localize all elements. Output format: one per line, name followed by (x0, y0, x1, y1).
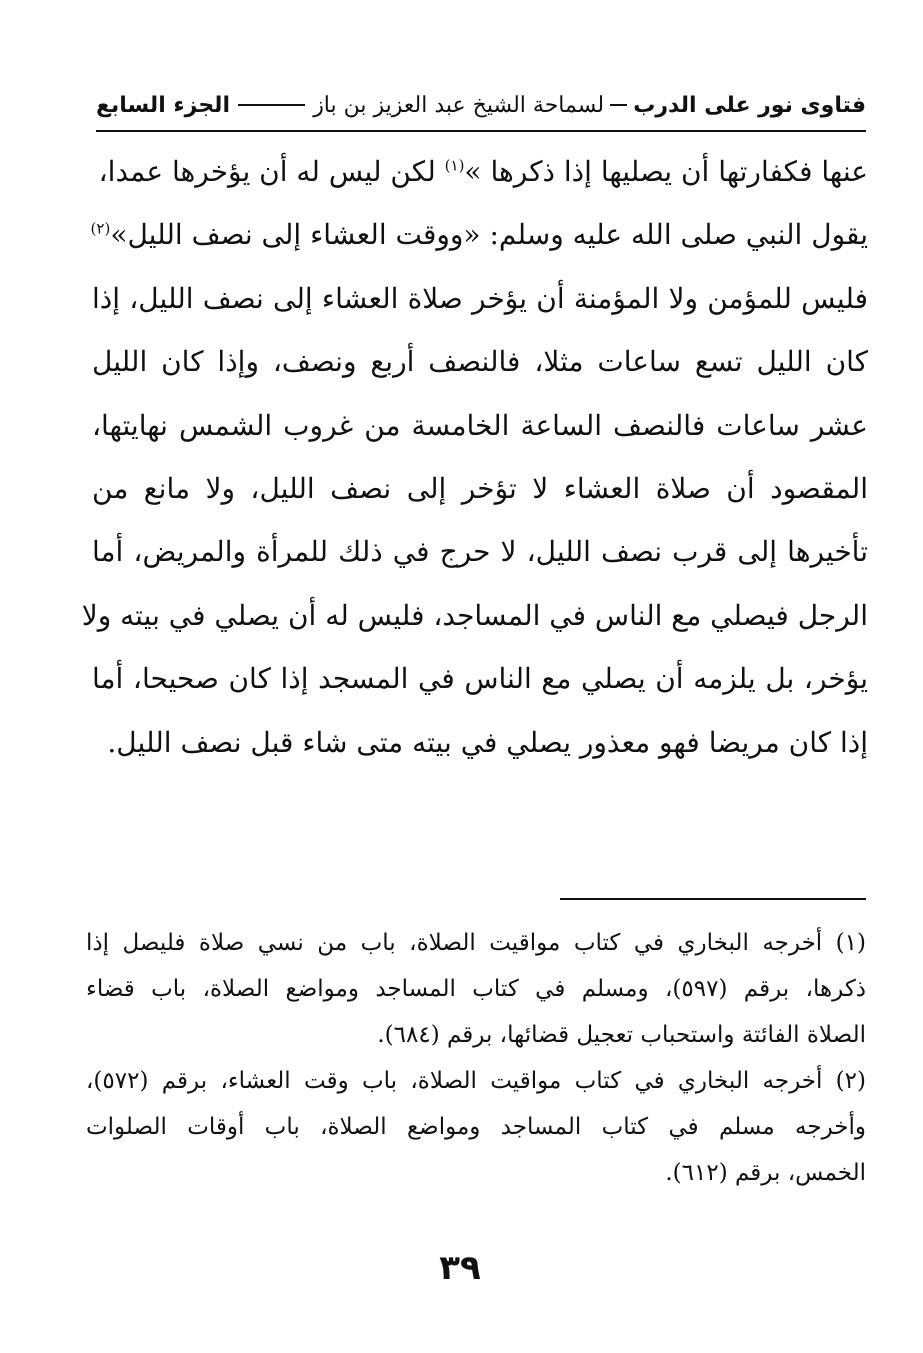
text-line-3: فليس للمؤمن ولا المؤمنة أن يؤخر صلاة العشاء إلى نصف الليل، إذا (92, 281, 868, 315)
text-line-1-tail: لكن ليس له أن يؤخرها عمدا، (98, 155, 436, 188)
text-line-1-main: عنها فكفارتها أن يصليها إذا ذكرها » (464, 155, 868, 188)
header-long-dash (238, 104, 305, 106)
header-rule (96, 130, 866, 132)
page-number: ٣٩ (439, 1248, 481, 1288)
text-line-9: يؤخر، بل يلزمه أن يصلي مع الناس في المسجد إذا كان صحيحا، أما (92, 662, 868, 696)
text-line-2-main: يقول النبي صلى الله عليه وسلم: «ووقت العشاء إلى نصف الليل» (110, 218, 868, 252)
main-text (81, 140, 868, 774)
text-line-6: المقصود أن صلاة العشاء لا تؤخر إلى نصف الليل، ولا مانع من (92, 471, 868, 505)
author-name: لسماحة الشيخ عبد العزيز بن باز (313, 92, 605, 118)
text-line-10: إذا كان مريضا فهو معذور يصلي في بيته متى شاء قبل نصف الليل. (107, 725, 868, 759)
footnote-2-line-2: وأخرجه مسلم في كتاب المساجد ومواضع الصلاة، باب أوقات الصلوات (86, 1114, 866, 1140)
text-line-4: كان الليل تسع ساعات مثلا، فالنصف أربع ونصف، وإذا كان الليل (92, 345, 868, 379)
footnote-ref-1: (١) (444, 156, 465, 175)
footnote-ref-2: (٢) (90, 220, 111, 239)
footnote-2-line-1: (٢) أخرجه البخاري في كتاب مواقيت الصلاة، باب وقت العشاء، برقم (٥٧٢)، (86, 1068, 866, 1094)
text-line-2 (92, 203, 868, 266)
footnote-1-line-3: الصلاة الفائتة واستحباب تعجيل قضائها، برقم (٦٨٤). (377, 1022, 866, 1048)
part-label: الجزء السابع (96, 92, 230, 118)
footnotes (86, 920, 866, 1196)
text-line-5: عشر ساعات فالنصف الساعة الخامسة من غروب الشمس نهايتها، (92, 408, 868, 442)
text-line-8: الرجل فيصلي مع الناس في المساجد، فليس له أن يصلي في بيته ولا (81, 598, 868, 632)
header-dash (610, 104, 627, 106)
footnote-1-line-2: ذكرها، برقم (٥٩٧)، ومسلم في كتاب المساجد ومواضع الصلاة، باب قضاء (86, 976, 867, 1002)
text-line-1 (92, 140, 868, 203)
footnote-1-line-1: (١) أخرجه البخاري في كتاب مواقيت الصلاة، باب من نسي صلاة فليصل إذا (86, 930, 866, 956)
footnote-separator (560, 898, 866, 900)
footnote-2-line-3: الخمس، برقم (٦١٢). (665, 1160, 866, 1186)
running-header (96, 82, 866, 128)
text-line-7: تأخيرها إلى قرب نصف الليل، لا حرج في ذلك للمرأة والمريض، أما (92, 535, 868, 569)
book-title: فتاوى نور على الدرب (633, 92, 866, 118)
footnote-2 (86, 1058, 866, 1196)
footnote-1 (86, 920, 866, 1058)
